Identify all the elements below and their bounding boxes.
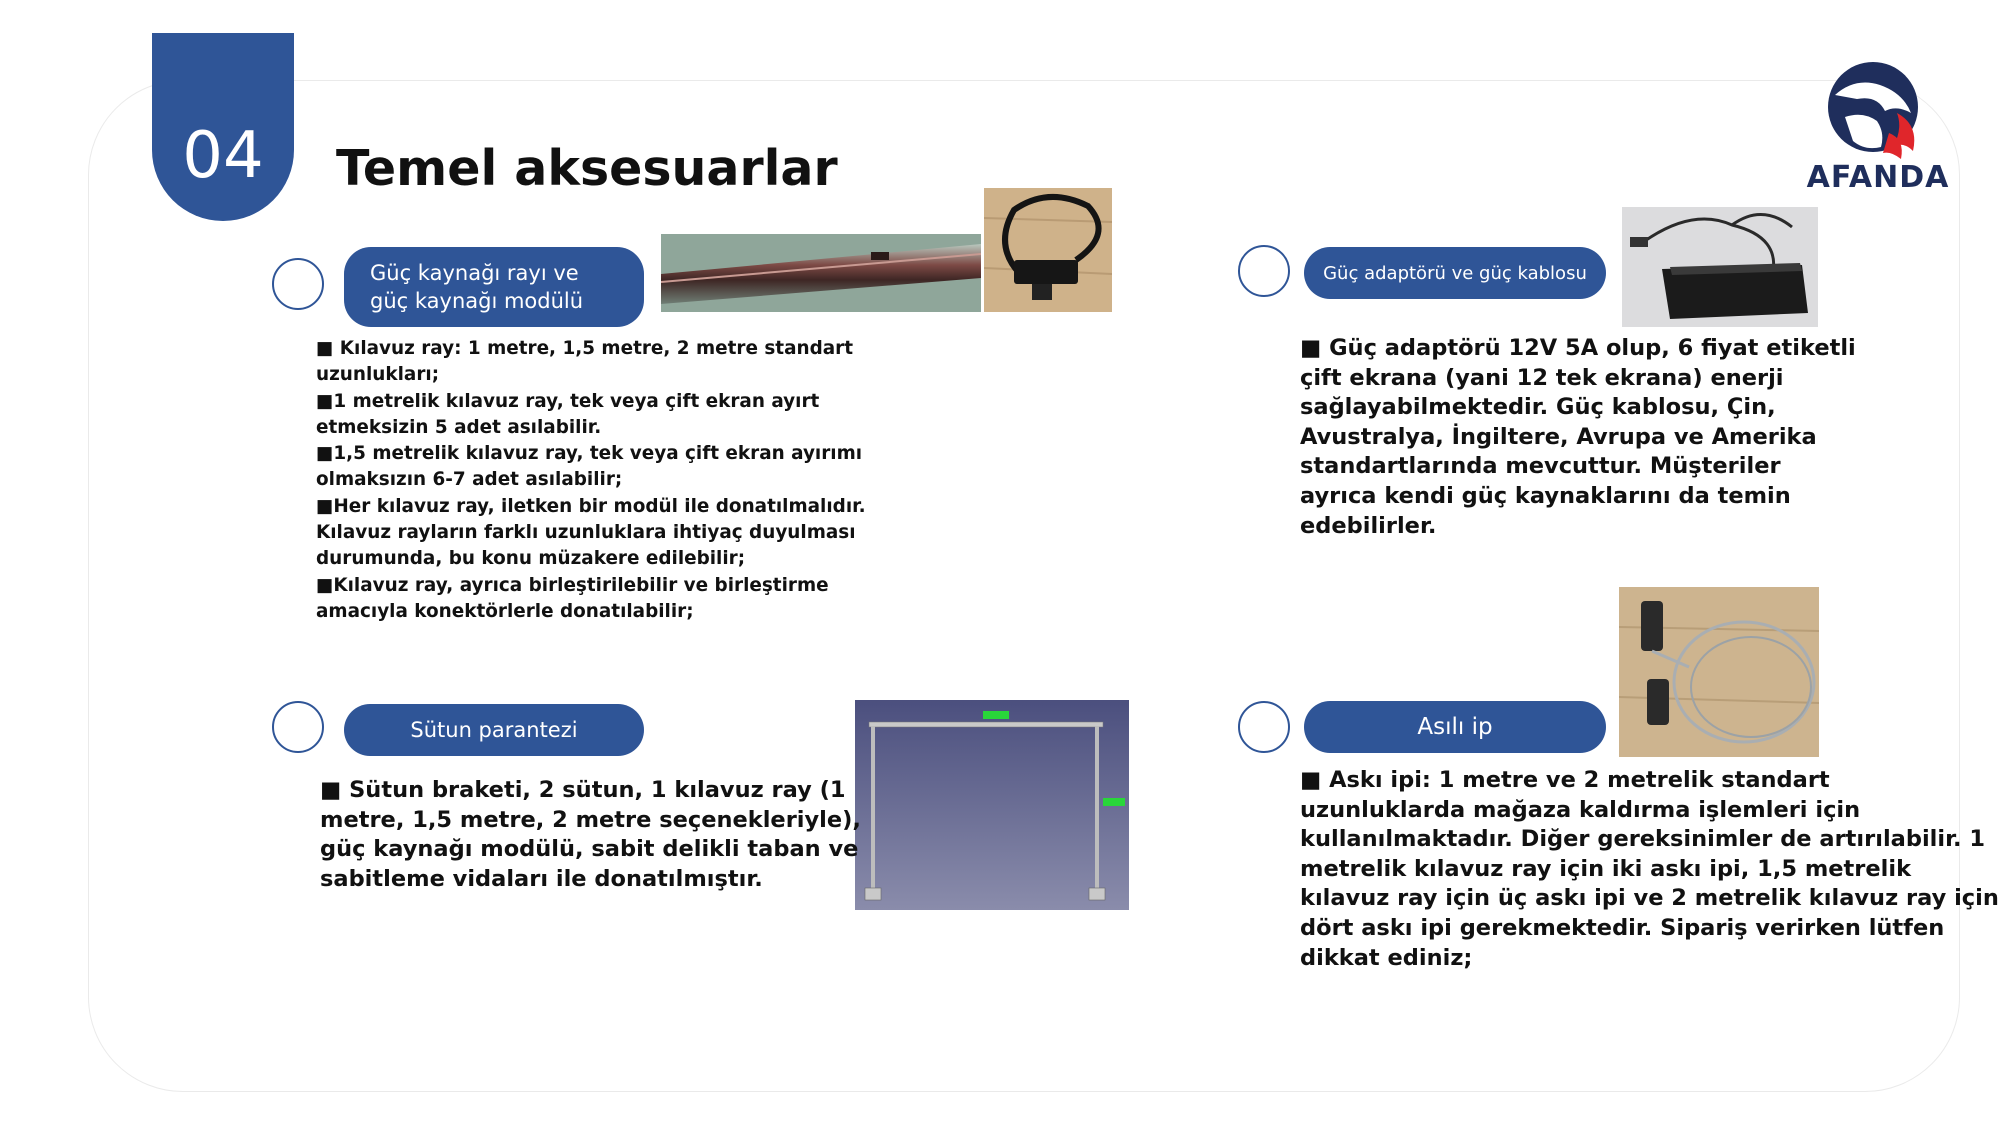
section-marker-circle xyxy=(1238,701,1290,753)
rail-section-label: Güç kaynağı rayı ve güç kaynağı modülü xyxy=(344,247,644,327)
adapter-section-text: ■ Güç adaptörü 12V 5A olup, 6 fiyat etiketli çift ekrana (yani 12 tek ekrana) enerji sağlayabilmektedir. Güç kablosu, Çin, Avustralya, İngiltere, Avrupa ve Amerika standartlarında mevcuttur. Müşteriler ayrıca kendi güç kaynaklarını da temin edebilirler. xyxy=(1300,335,1856,539)
adapter-section-label: Güç adaptörü ve güç kablosu xyxy=(1304,247,1606,299)
logo-text: AFANDA xyxy=(1806,160,1950,195)
section-number: 04 xyxy=(182,119,264,193)
section-marker-circle xyxy=(1238,245,1290,297)
section-marker-circle xyxy=(272,258,324,310)
section-marker-circle xyxy=(272,701,324,753)
bracket-section-label: Sütun parantezi xyxy=(344,704,644,756)
section-number-tab xyxy=(152,33,294,221)
page-title: Temel aksesuarlar xyxy=(336,140,838,197)
power-adapter-photo xyxy=(1622,207,1818,327)
power-module-photo xyxy=(984,188,1112,312)
column-bracket-cad-image xyxy=(855,700,1129,910)
rope-section-text: ■ Askı ipi: 1 metre ve 2 metrelik standart uzunluklarda mağaza kaldırma işlemleri için kullanılmaktadır. Diğer gereksinimler de artırılabilir. 1 metrelik kılavuz ray için iki askı ipi, 1,5 metrelik kılavuz ray için üç askı ipi ve 2 metrelik kılavuz ray için dört askı ipi gerekmektedir. Sipariş verirken lütfen dikkat ediniz; xyxy=(1300,767,1999,971)
hanging-rope-photo xyxy=(1619,587,1819,757)
rope-section-label: Asılı ip xyxy=(1304,701,1606,753)
guide-rail-photo xyxy=(661,234,981,312)
rail-section-text: ■ Kılavuz ray: 1 metre, 1,5 metre, 2 metre standart uzunlukları; ■1 metrelik kılavuz ray, tek veya çift ekran ayırt etmeksizin 5 adet asılabilir. ■1,5 metrelik kılavuz ray, tek veya çift ekran ayırımı olmaksızın 6-7 adet asılabilir; ■Her kılavuz ray, iletken bir modül ile donatılmalıdır. Kılavuz rayların farklı uzunluklara ihtiyaç duyulması durumunda, bu konu müzakere edilebilir; ■Kılavuz ray, ayrıca birleştirilebilir ve birleştirme amacıyla konektörlerle donatılabilir; xyxy=(316,338,866,622)
bracket-section-text: ■ Sütun braketi, 2 sütun, 1 kılavuz ray (1 metre, 1,5 metre, 2 metre seçenekleriyle), güç kaynağı modülü, sabit delikli taban ve sabitleme vidaları ile donatılmıştır. xyxy=(320,777,861,892)
